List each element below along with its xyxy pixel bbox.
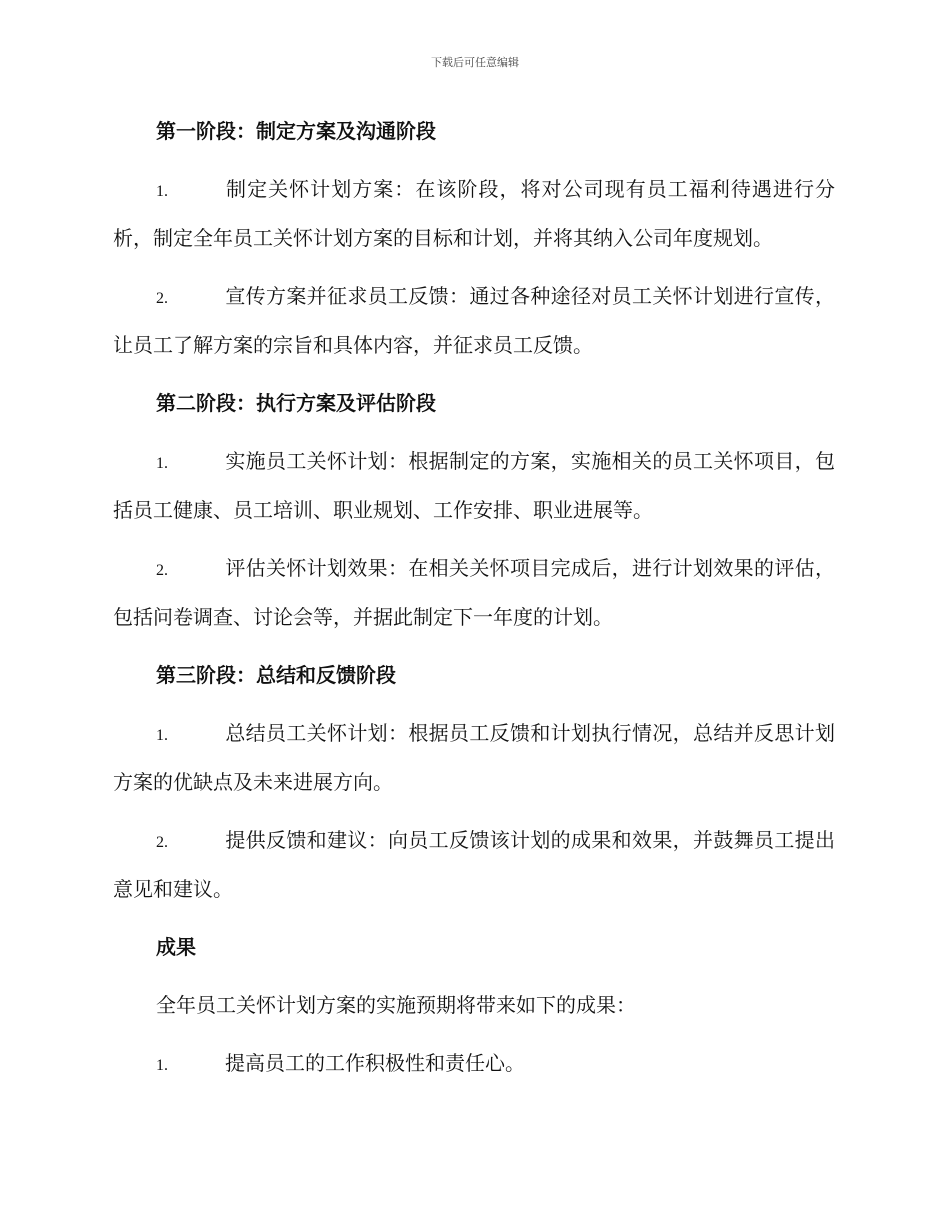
section-heading-2: 第二阶段：执行方案及评估阶段 — [156, 391, 436, 415]
list-item-number: 1. — [156, 727, 168, 744]
list-item-number: 2. — [156, 290, 168, 307]
list-item — [113, 710, 835, 805]
list-item — [113, 545, 835, 640]
list-item-number: 1. — [156, 183, 168, 200]
section-heading-1: 第一阶段：制定方案及沟通阶段 — [156, 119, 436, 143]
results-heading: 成果 — [156, 935, 196, 959]
list-item-text: 实施员工关怀计划：根据制定的方案，实施相关的员工关怀项目，包括员工健康、员工培训、职业规划、工作安排、职业进展等。 — [113, 449, 835, 522]
list-item — [113, 1040, 835, 1089]
list-item-text: 评估关怀计划效果：在相关关怀项目完成后，进行计划效果的评估，包括问卷调查、讨论会等，并据此制定下一年度的计划。 — [113, 556, 835, 629]
list-item-text: 制定关怀计划方案：在该阶段，将对公司现有员工福利待遇进行分析，制定全年员工关怀计划方案的目标和计划，并将其纳入公司年度规划。 — [113, 177, 835, 250]
list-item-text: 提高员工的工作积极性和责任心。 — [225, 1051, 525, 1075]
list-item — [113, 438, 835, 533]
list-item-text: 宣传方案并征求员工反馈：通过各种途径对员工关怀计划进行宣传，让员工了解方案的宗旨和具体内容，并征求员工反馈。 — [113, 284, 835, 357]
section-heading-3: 第三阶段：总结和反馈阶段 — [156, 663, 396, 687]
list-item — [113, 273, 835, 368]
document-body — [113, 108, 835, 1101]
list-item — [113, 166, 835, 261]
list-item-number: 1. — [156, 1057, 168, 1074]
list-item — [113, 817, 835, 912]
list-item-number: 1. — [156, 455, 168, 472]
page-header: 下载后可任意编辑 — [431, 56, 519, 69]
list-item-text: 提供反馈和建议：向员工反馈该计划的成果和效果，并鼓舞员工提出意见和建议。 — [113, 828, 835, 901]
list-item-number: 2. — [156, 562, 168, 579]
list-item-text: 总结员工关怀计划：根据员工反馈和计划执行情况，总结并反思计划方案的优缺点及未来进展方向。 — [113, 721, 835, 794]
results-intro: 全年员工关怀计划方案的实施预期将带来如下的成果： — [156, 993, 636, 1017]
list-item-number: 2. — [156, 834, 168, 851]
